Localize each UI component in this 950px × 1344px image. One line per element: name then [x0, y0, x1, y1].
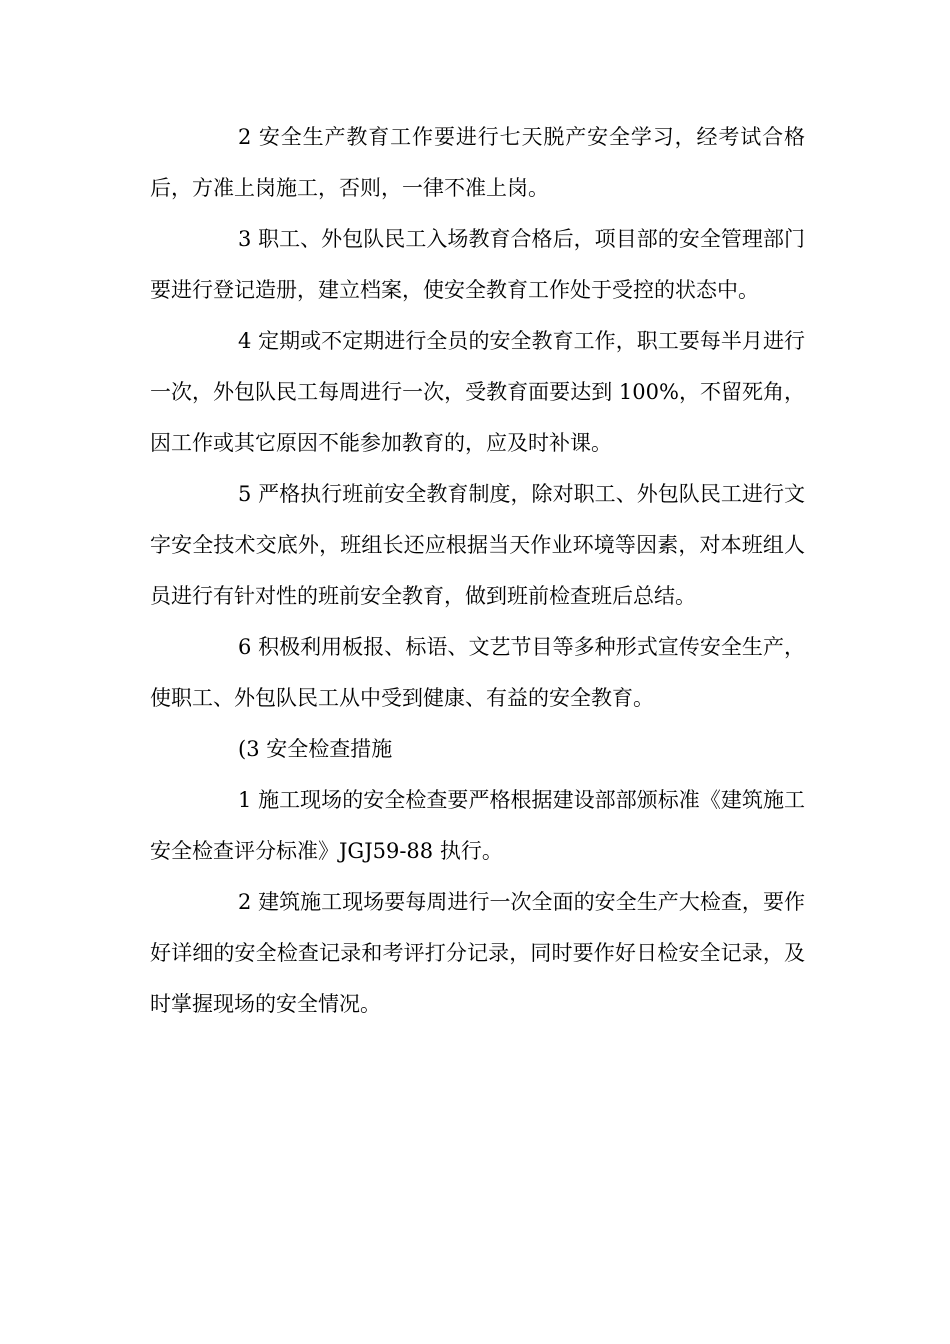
- paragraph-pre-shift-education: 5 严格执行班前安全教育制度，除对职工、外包队民工进行文字安全技术交底外，班组长还应根据当天作业环境等因素，对本班组人员进行有针对性的班前安全教育，做到班前检查班后总结。: [150, 482, 805, 608]
- document-body: [150, 112, 805, 1030]
- paragraph-regular-education: 4 定期或不定期进行全员的安全教育工作，职工要每半月进行一次，外包队民工每周进行一次，受教育面要达到 100%，不留死角，因工作或其它原因不能参加教育的，应及时补课。: [150, 329, 805, 455]
- paragraph-registration: 3 职工、外包队民工入场教育合格后，项目部的安全管理部门要进行登记造册，建立档案，使安全教育工作处于受控的状态中。: [150, 227, 805, 302]
- paragraph-weekly-inspection: 2 建筑施工现场要每周进行一次全面的安全生产大检查，要作好详细的安全检查记录和考评打分记录，同时要作好日检安全记录，及时掌握现场的安全情况。: [150, 890, 805, 1016]
- paragraph-inspection-standard: 1 施工现场的安全检查要严格根据建设部部颁标准《建筑施工安全检查评分标准》JGJ59-88 执行。: [150, 788, 805, 863]
- paragraph-training-exam: 2 安全生产教育工作要进行七天脱产安全学习，经考试合格后，方准上岗施工，否则，一律不准上岗。: [150, 125, 805, 200]
- section-heading-safety-inspection: (3 安全检查措施: [238, 737, 393, 761]
- paragraph-publicity: 6 积极利用板报、标语、文艺节目等多种形式宣传安全生产，使职工、外包队民工从中受到健康、有益的安全教育。: [150, 635, 805, 710]
